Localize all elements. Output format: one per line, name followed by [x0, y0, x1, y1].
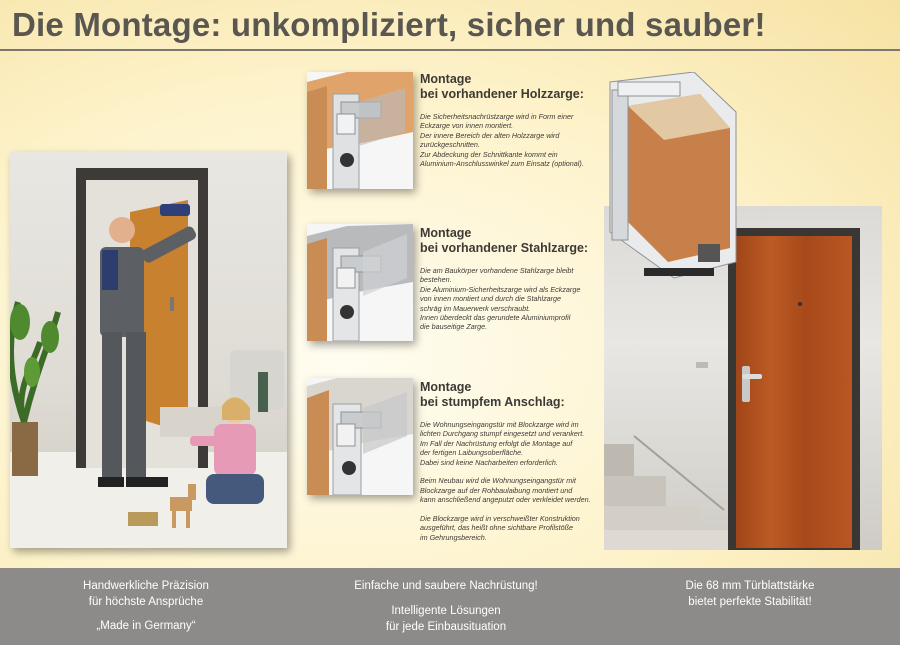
- profile-steel-frame-image: [307, 224, 413, 341]
- section-text-butt: Die Wohnungseingangstür mit Blockzarge wird im lichten Durchgang stumpf eingesetzt und verankert. Im Fall der Nachrüstung erfolgt die Montage auf der fertigen Laibungsoberfläche. Dabei sind keine Nacharbeiten erforderlich. Beim Neubau wird die Wohnungseingangstür mit Blockzarge auf der Rohbaulaibung montiert und kann anschließend angeputzt oder verkleidet werden. Die Blockzarge wird in verschweißter Konstruktion ausgeführt, das heißt ohne sichtbare Profilstöße im Gehrungsbereich.: [420, 420, 591, 542]
- installer-illustration: [10, 152, 287, 548]
- staircase: [604, 436, 734, 550]
- frame-cutaway-illustration: [604, 72, 740, 282]
- installer-photo: [10, 152, 287, 548]
- profile-wood-illustration: [307, 72, 413, 189]
- section-text-steel: Die am Baukörper vorhandene Stahlzarge bleibt bestehen. Die Aluminium-Sicherheitszarge wird als Eckzarge von innen montiert und durch die Stahlzarge schräg im Mauerwerk verschraubt. Innen überdeckt das gerundete Aluminiumprofil die bauseitige Zarge.: [420, 266, 581, 332]
- footer-right-block: [640, 578, 860, 610]
- light-switch: [696, 362, 708, 368]
- section-text-wood: Die Sicherheitsnachrüstzarge wird in Form einer Eckzarge von innen montiert. Der innere Bereich der alten Holzzarge wird zurückgeschnitten. Zur Abdeckung der Schnittkante kommt ein Aluminium-Anschlusswinkel zum Einsatz (optional).: [420, 112, 584, 169]
- section-title-wood: [420, 72, 584, 102]
- section-title-line1: Montage: [420, 72, 472, 86]
- section-title-line2: bei vorhandener Holzzarge:: [420, 87, 584, 101]
- profile-butt-joint-image: [307, 378, 413, 495]
- section-title-line2: bei stumpfem Anschlag:: [420, 395, 565, 409]
- footer-bar: [0, 568, 900, 645]
- section-title-steel: [420, 226, 588, 256]
- section-title-line1: Montage: [420, 380, 472, 394]
- title-divider: [0, 49, 900, 51]
- profile-steel-illustration: [307, 224, 413, 341]
- profile-butt-illustration: [307, 378, 413, 495]
- footer-made-in-germany: „Made in Germany“: [96, 620, 196, 632]
- footer-center-headline: Einfache und saubere Nachrüstung!: [354, 580, 538, 592]
- footer-center-line3: für jede Einbausituation: [385, 621, 507, 633]
- footer-right-line1: Die 68 mm Türblattstärke: [685, 580, 815, 592]
- footer-left-block: [40, 578, 252, 610]
- toolbox: [128, 512, 158, 526]
- footer-left-line1: Handwerkliche Präzision: [83, 580, 209, 592]
- frame-cutaway-image: [604, 72, 740, 282]
- section-title-line2: bei vorhandener Stahlzarge:: [420, 241, 589, 255]
- section-title-line1: Montage: [420, 226, 472, 240]
- section-title-butt: [420, 380, 565, 410]
- page-title: Die Montage: unkompliziert, sicher und sauber!: [12, 6, 766, 43]
- footer-right-line2: bietet perfekte Stabilität!: [688, 596, 812, 608]
- door-viewer-icon: [798, 302, 802, 306]
- footer-left-line2: für höchste Ansprüche: [88, 596, 204, 608]
- footer-center-line2: Intelligente Lösungen: [391, 605, 501, 617]
- footer-center-block: [330, 603, 562, 635]
- plant-icon: [10, 302, 59, 476]
- profile-wood-frame-image: [307, 72, 413, 189]
